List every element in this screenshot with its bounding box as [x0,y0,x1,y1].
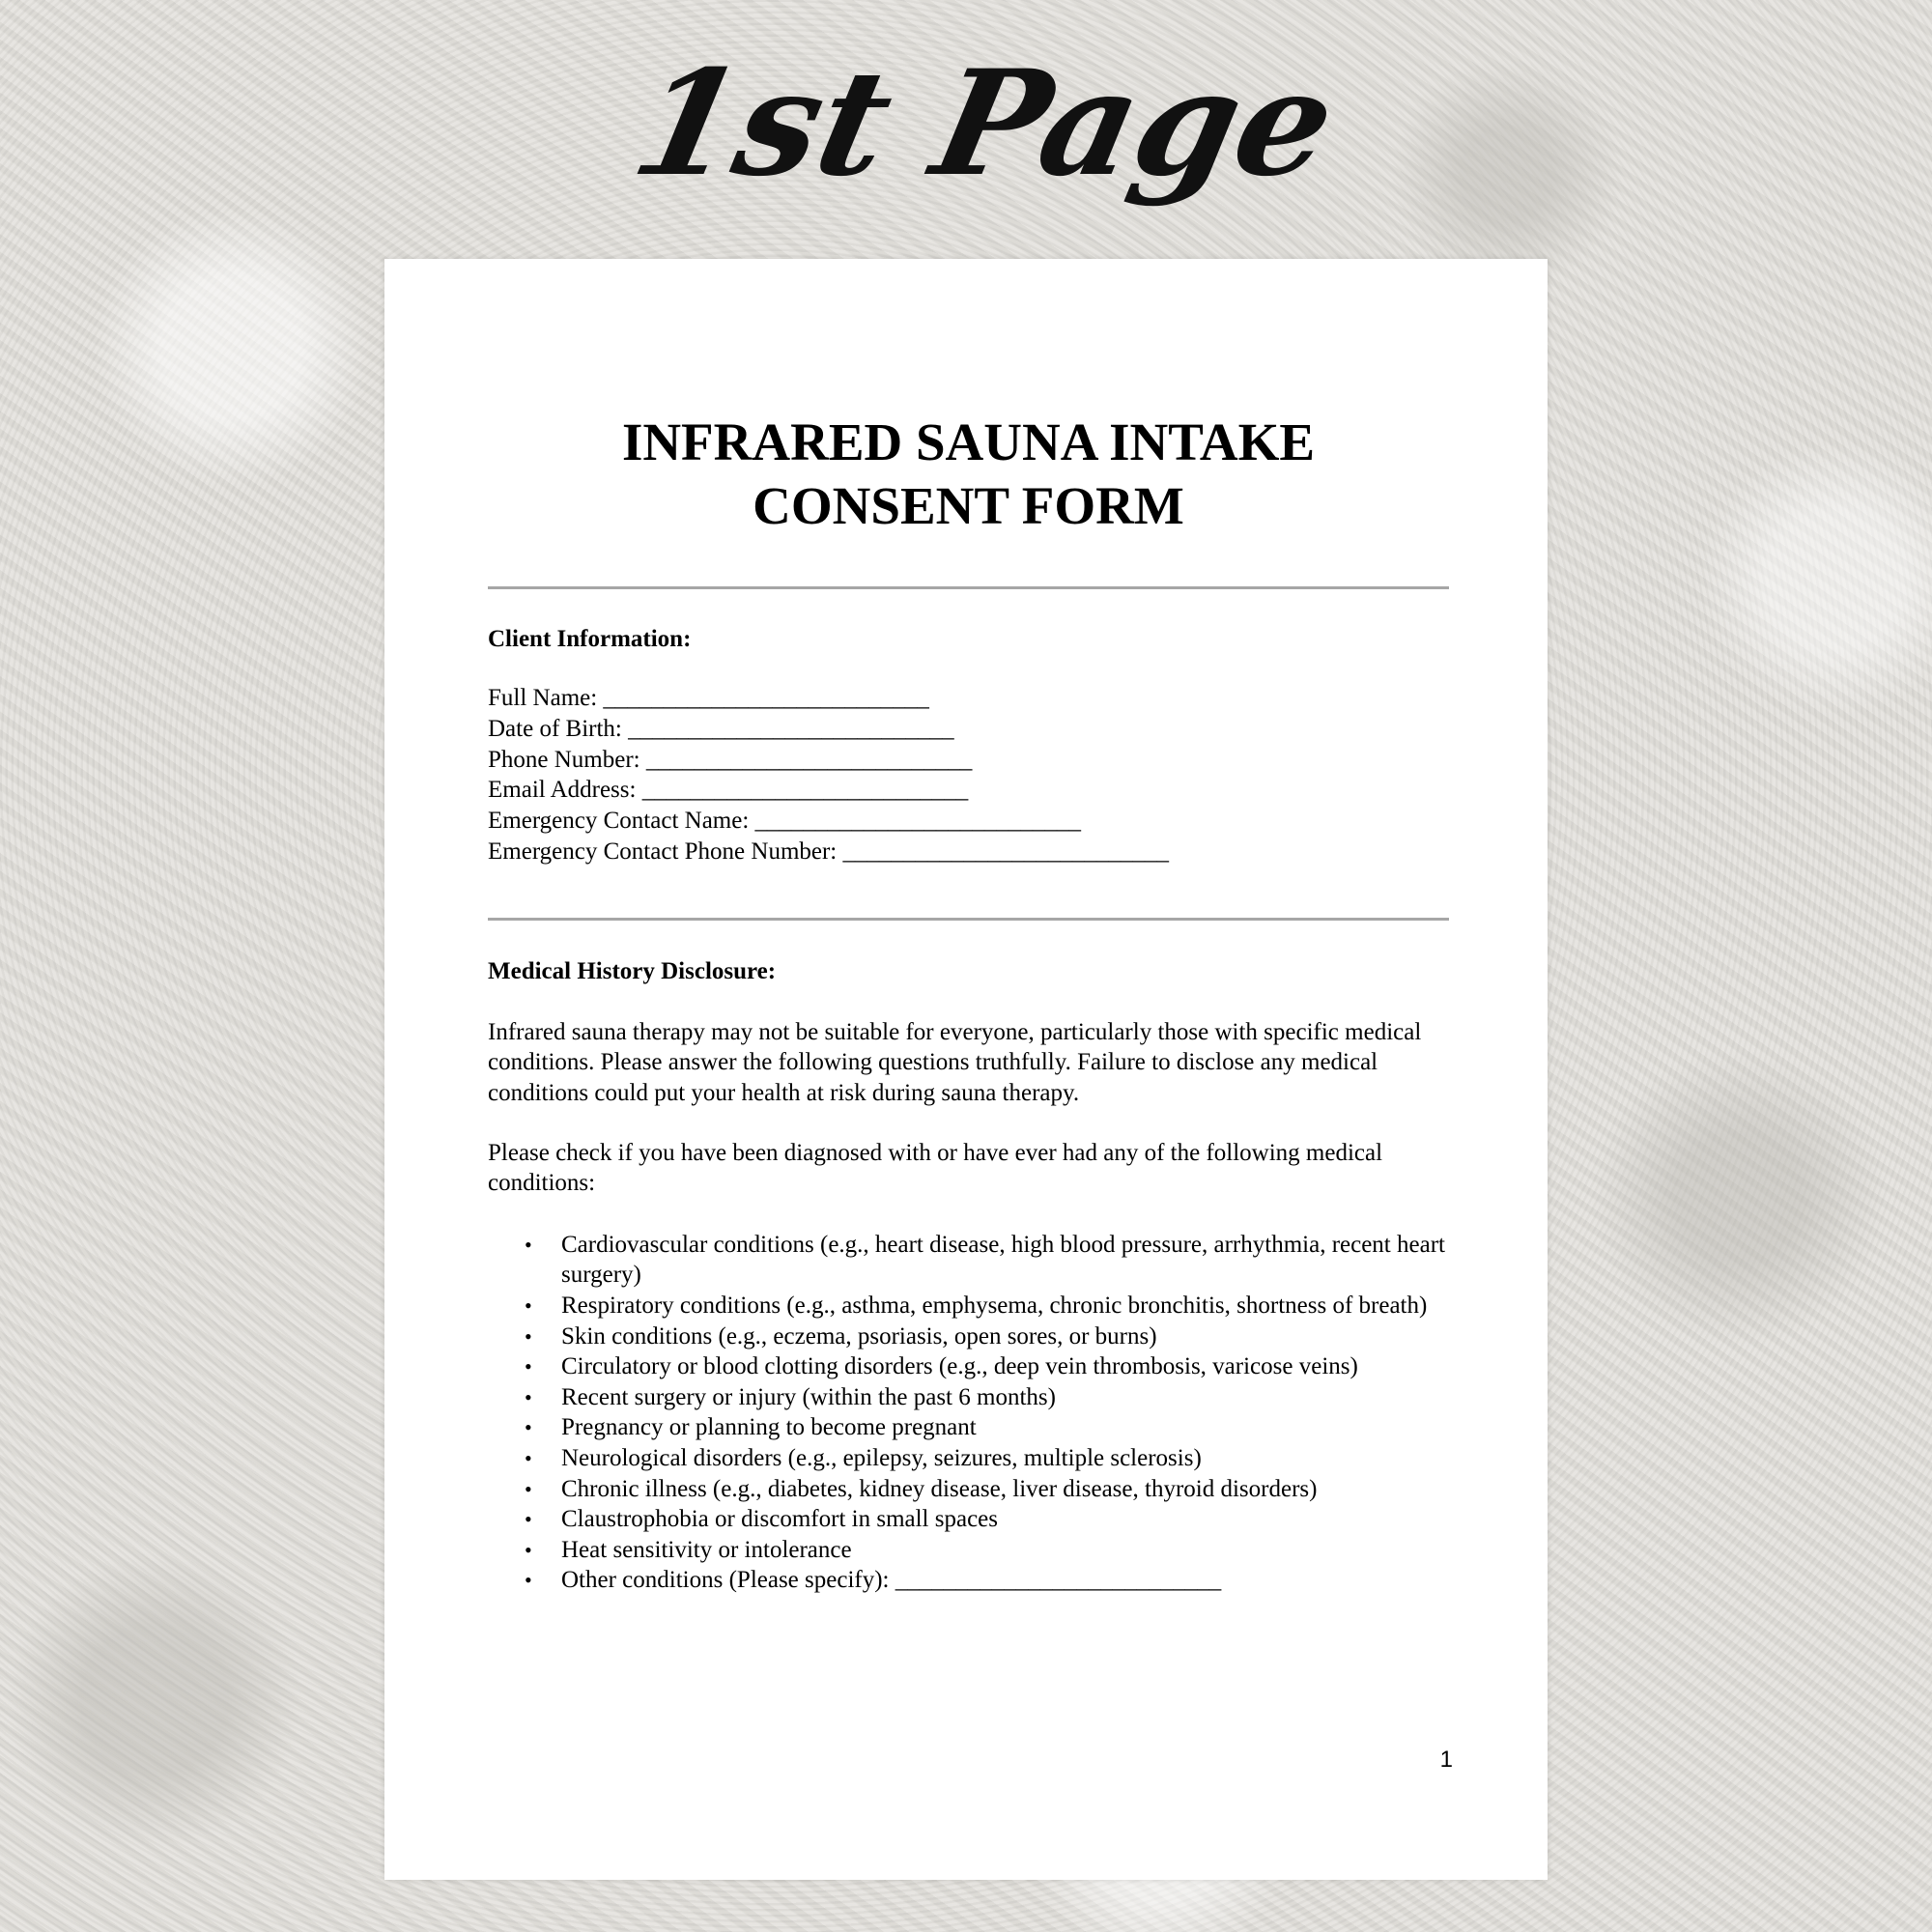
condition-item-neurological[interactable] [488,1443,1449,1474]
condition-item-chronic-illness[interactable] [488,1474,1449,1505]
document-title-line-2: CONSENT FORM [753,476,1184,535]
date-of-birth-field[interactable]: Date of Birth: ___________________________ [488,715,954,742]
bullet-icon: • [525,1415,532,1440]
page-banner-lettering [620,29,1350,251]
bullet-icon: • [525,1323,532,1349]
condition-item-heat-sensitivity[interactable] [488,1535,1449,1566]
page-banner [620,29,1350,251]
full-name-field[interactable]: Full Name: ___________________________ [488,685,929,711]
page-number: 1 [1439,1747,1453,1773]
client-information-heading: Client Information: [488,626,692,652]
condition-label: Neurological disorders (e.g., epilepsy, seizures, multiple sclerosis) [561,1444,1202,1471]
bullet-icon: • [525,1507,532,1532]
bullet-icon: • [525,1354,532,1379]
emergency-contact-phone-field[interactable]: Emergency Contact Phone Number: ___________________________ [488,838,1170,865]
bullet-icon: • [525,1293,532,1318]
condition-label: Heat sensitivity or intolerance [561,1536,852,1563]
section-divider [488,586,1449,589]
condition-label: Respiratory conditions (e.g., asthma, emphysema, chronic bronchitis, shortness of breath) [561,1292,1428,1319]
condition-label: Claustrophobia or discomfort in small spaces [561,1506,999,1533]
phone-number-field[interactable]: Phone Number: ___________________________ [488,746,973,773]
document-title [488,411,1449,538]
condition-label: Other conditions (Please specify): ___________________________ [561,1567,1222,1594]
bullet-icon: • [525,1537,532,1562]
medical-history-heading: Medical History Disclosure: [488,957,777,984]
condition-label: Pregnancy or planning to become pregnant [561,1414,977,1441]
client-information-fields [488,683,1449,867]
condition-item-circulatory[interactable] [488,1351,1449,1382]
section-divider [488,918,1449,921]
bullet-icon: • [525,1232,532,1257]
condition-item-skin[interactable] [488,1321,1449,1352]
document-content [488,259,1449,1596]
page-banner-text: 1st Page [620,38,1350,209]
condition-label: Circulatory or blood clotting disorders (e.g., deep vein thrombosis, varicose veins) [561,1353,1358,1380]
condition-label: Cardiovascular conditions (e.g., heart disease, high blood pressure, arrhythmia, recent heart surgery) [561,1231,1445,1289]
document-page [384,259,1548,1880]
condition-item-pregnancy[interactable] [488,1412,1449,1443]
condition-label: Skin conditions (e.g., eczema, psoriasis, open sores, or burns) [561,1322,1157,1350]
email-address-field[interactable]: Email Address: ___________________________ [488,777,969,804]
document-title-line-1: INFRARED SAUNA INTAKE [621,412,1316,471]
condition-item-other[interactable] [488,1565,1449,1596]
bullet-icon: • [525,1476,532,1501]
bullet-icon: • [525,1445,532,1470]
bullet-icon: • [525,1384,532,1409]
condition-label: Recent surgery or injury (within the past 6 months) [561,1383,1056,1410]
condition-item-claustrophobia[interactable] [488,1504,1449,1535]
condition-item-recent-surgery[interactable] [488,1382,1449,1413]
condition-item-respiratory[interactable] [488,1291,1449,1321]
emergency-contact-name-field[interactable]: Emergency Contact Name: ___________________________ [488,808,1082,835]
medical-disclaimer-paragraph: Infrared sauna therapy may not be suitable for everyone, particularly those with specific medical conditions. Please answer the following questions truthfully. Failure to disclose any medical conditions could put your health at risk during sauna therapy. [488,1018,1422,1106]
bullet-icon: • [525,1568,532,1593]
condition-item-cardiovascular[interactable] [488,1230,1449,1291]
condition-label: Chronic illness (e.g., diabetes, kidney disease, liver disease, thyroid disorders) [561,1475,1318,1502]
medical-conditions-list [488,1230,1449,1596]
medical-instructions-paragraph: Please check if you have been diagnosed with or have ever had any of the following medical conditions: [488,1139,1383,1197]
